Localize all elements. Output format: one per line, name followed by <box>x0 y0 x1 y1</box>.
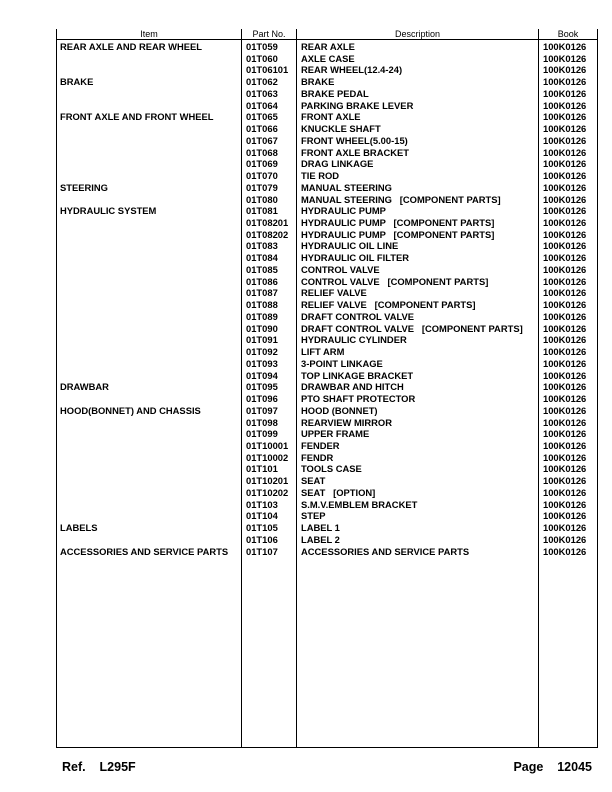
part-no-cell: 01T062 <box>246 76 278 88</box>
book-cell: 100K0126 <box>543 217 587 229</box>
table-row <box>57 346 597 358</box>
book-cell: 100K0126 <box>543 510 587 522</box>
table-row <box>57 135 597 147</box>
table-row <box>57 111 597 123</box>
book-cell: 100K0126 <box>543 357 587 369</box>
table-row <box>57 522 597 534</box>
footer-ref <box>62 760 136 774</box>
part-no-cell: 01T097 <box>246 404 278 416</box>
part-no-cell: 01T093 <box>246 357 278 369</box>
book-cell: 100K0126 <box>543 181 587 193</box>
page-label: Page <box>513 760 544 774</box>
book-cell: 100K0126 <box>543 545 587 557</box>
book-cell: 100K0126 <box>543 310 587 322</box>
description-cell: LIFT ARM <box>301 346 345 358</box>
table-row <box>57 499 597 511</box>
item-cell: ACCESSORIES AND SERVICE PARTS <box>60 545 229 557</box>
table-row <box>57 381 597 393</box>
book-cell: 100K0126 <box>543 334 587 346</box>
book-cell: 100K0126 <box>543 87 587 99</box>
description-cell: HYDRAULIC PUMP <box>301 205 386 217</box>
part-no-cell: 01T092 <box>246 346 278 358</box>
item-cell: FRONT AXLE AND FRONT WHEEL <box>60 111 214 123</box>
part-no-cell: 01T098 <box>246 416 278 428</box>
description-cell: 3-POINT LINKAGE <box>301 357 383 369</box>
book-cell: 100K0126 <box>543 439 587 451</box>
part-no-cell: 01T101 <box>246 463 278 475</box>
book-cell: 100K0126 <box>543 99 587 111</box>
part-no-cell: 01T105 <box>246 522 278 534</box>
part-no-cell: 01T094 <box>246 369 278 381</box>
part-no-cell: 01T079 <box>246 181 278 193</box>
book-cell: 100K0126 <box>543 533 587 545</box>
book-cell: 100K0126 <box>543 393 587 405</box>
description-cell: BRAKE PEDAL <box>301 87 369 99</box>
table-row <box>57 487 597 499</box>
description-cell: MANUAL STEERING [COMPONENT PARTS] <box>301 193 501 205</box>
book-cell: 100K0126 <box>543 193 587 205</box>
part-no-cell: 01T068 <box>246 146 278 158</box>
table-body <box>57 41 597 557</box>
book-cell: 100K0126 <box>543 275 587 287</box>
part-no-cell: 01T063 <box>246 87 278 99</box>
item-cell: HYDRAULIC SYSTEM <box>60 205 157 217</box>
part-no-cell: 01T08201 <box>246 217 289 229</box>
book-cell: 100K0126 <box>543 522 587 534</box>
description-cell: UPPER FRAME <box>301 428 370 440</box>
description-cell: SEAT [OPTION] <box>301 486 376 498</box>
book-cell: 100K0126 <box>543 416 587 428</box>
description-cell: HYDRAULIC PUMP [COMPONENT PARTS] <box>301 228 495 240</box>
table-row <box>57 417 597 429</box>
item-cell: STEERING <box>60 181 108 193</box>
description-cell: BRAKE <box>301 76 335 88</box>
book-cell: 100K0126 <box>543 428 587 440</box>
part-no-cell: 01T081 <box>246 205 278 217</box>
description-cell: S.M.V.EMBLEM BRACKET <box>301 498 418 510</box>
book-cell: 100K0126 <box>543 381 587 393</box>
book-cell: 100K0126 <box>543 205 587 217</box>
book-cell: 100K0126 <box>543 475 587 487</box>
table-row <box>57 546 597 558</box>
table-row <box>57 252 597 264</box>
table-row <box>57 170 597 182</box>
part-no-cell: 01T10202 <box>246 486 289 498</box>
description-cell: LABEL 1 <box>301 522 340 534</box>
book-cell: 100K0126 <box>543 498 587 510</box>
table-row <box>57 311 597 323</box>
table-row <box>57 287 597 299</box>
part-no-cell: 01T099 <box>246 428 278 440</box>
header-item: Item <box>140 29 158 39</box>
part-no-cell: 01T090 <box>246 322 278 334</box>
description-cell: FRONT AXLE BRACKET <box>301 146 409 158</box>
part-no-cell: 01T096 <box>246 393 278 405</box>
part-no-cell: 01T066 <box>246 123 278 135</box>
description-cell: PTO SHAFT PROTECTOR <box>301 393 416 405</box>
description-cell: CONTROL VALVE [COMPONENT PARTS] <box>301 275 489 287</box>
book-cell: 100K0126 <box>543 228 587 240</box>
table-row <box>57 370 597 382</box>
item-cell: REAR AXLE AND REAR WHEEL <box>60 41 203 52</box>
book-cell: 100K0126 <box>543 134 587 146</box>
part-no-cell: 01T084 <box>246 252 278 264</box>
description-cell: FRONT WHEEL(5.00-15) <box>301 134 408 146</box>
table-row <box>57 299 597 311</box>
table-row <box>57 100 597 112</box>
description-cell: TIE ROD <box>301 170 340 182</box>
table-row <box>57 240 597 252</box>
footer-page <box>513 760 592 774</box>
description-cell: STEP <box>301 510 326 522</box>
description-cell: HYDRAULIC OIL FILTER <box>301 252 409 264</box>
description-cell: RELIEF VALVE [COMPONENT PARTS] <box>301 299 476 311</box>
book-cell: 100K0126 <box>543 146 587 158</box>
table-row <box>57 358 597 370</box>
table-row <box>57 64 597 76</box>
description-cell: CONTROL VALVE <box>301 263 380 275</box>
parts-index-table <box>56 29 598 748</box>
description-cell: REAR AXLE <box>301 41 355 52</box>
description-cell: ACCESSORIES AND SERVICE PARTS <box>301 545 470 557</box>
table-row <box>57 205 597 217</box>
description-cell: TOOLS CASE <box>301 463 362 475</box>
table-row <box>57 534 597 546</box>
description-cell: DRAFT CONTROL VALVE <box>301 310 415 322</box>
part-no-cell: 01T065 <box>246 111 278 123</box>
header-book: Book <box>557 29 579 39</box>
book-cell: 100K0126 <box>543 252 587 264</box>
book-cell: 100K0126 <box>543 170 587 182</box>
description-cell: SEAT <box>301 475 326 487</box>
description-cell: RELIEF VALVE <box>301 287 367 299</box>
part-no-cell: 01T083 <box>246 240 278 252</box>
part-no-cell: 01T08202 <box>246 228 289 240</box>
description-cell: TOP LINKAGE BRACKET <box>301 369 414 381</box>
book-cell: 100K0126 <box>543 158 587 170</box>
book-cell: 100K0126 <box>543 404 587 416</box>
book-cell: 100K0126 <box>543 123 587 135</box>
book-cell: 100K0126 <box>543 111 587 123</box>
table-row <box>57 264 597 276</box>
table-row <box>57 463 597 475</box>
description-cell: AXLE CASE <box>301 52 355 64</box>
part-no-cell: 01T060 <box>246 52 278 64</box>
table-row <box>57 217 597 229</box>
table-row <box>57 53 597 65</box>
table-row <box>57 88 597 100</box>
description-cell: HYDRAULIC PUMP [COMPONENT PARTS] <box>301 217 495 229</box>
table-row <box>57 276 597 288</box>
part-no-cell: 01T10002 <box>246 451 289 463</box>
part-no-cell: 01T067 <box>246 134 278 146</box>
description-cell: DRAWBAR AND HITCH <box>301 381 404 393</box>
part-no-cell: 01T107 <box>246 545 278 557</box>
part-no-cell: 01T089 <box>246 310 278 322</box>
part-no-cell: 01T080 <box>246 193 278 205</box>
table-row <box>57 452 597 464</box>
description-cell: PARKING BRAKE LEVER <box>301 99 414 111</box>
book-cell: 100K0126 <box>543 41 587 52</box>
description-cell: HYDRAULIC OIL LINE <box>301 240 399 252</box>
table-row <box>57 158 597 170</box>
book-cell: 100K0126 <box>543 299 587 311</box>
part-no-cell: 01T059 <box>246 41 278 52</box>
table-row <box>57 334 597 346</box>
part-no-cell: 01T10201 <box>246 475 289 487</box>
book-cell: 100K0126 <box>543 451 587 463</box>
description-cell: REAR WHEEL(12.4-24) <box>301 64 403 76</box>
description-cell: DRAG LINKAGE <box>301 158 374 170</box>
part-no-cell: 01T069 <box>246 158 278 170</box>
book-cell: 100K0126 <box>543 486 587 498</box>
header-description: Description <box>394 29 441 39</box>
description-cell: HOOD (BONNET) <box>301 404 378 416</box>
book-cell: 100K0126 <box>543 240 587 252</box>
table-row <box>57 405 597 417</box>
part-no-cell: 01T070 <box>246 170 278 182</box>
header-part-no: Part No. <box>252 29 286 39</box>
part-no-cell: 01T06101 <box>246 64 289 76</box>
description-cell: REARVIEW MIRROR <box>301 416 392 428</box>
part-no-cell: 01T086 <box>246 275 278 287</box>
table-row <box>57 147 597 159</box>
table-row <box>57 123 597 135</box>
part-no-cell: 01T095 <box>246 381 278 393</box>
ref-value: L295F <box>99 760 136 774</box>
table-row <box>57 475 597 487</box>
description-cell: FENDR <box>301 451 334 463</box>
part-no-cell: 01T091 <box>246 334 278 346</box>
part-no-cell: 01T085 <box>246 263 278 275</box>
page-number: 12045 <box>557 760 592 774</box>
part-no-cell: 01T10001 <box>246 439 289 451</box>
table-row <box>57 41 597 53</box>
table-row <box>57 194 597 206</box>
part-no-cell: 01T064 <box>246 99 278 111</box>
book-cell: 100K0126 <box>543 463 587 475</box>
book-cell: 100K0126 <box>543 64 587 76</box>
table-header <box>57 29 597 40</box>
item-cell: LABELS <box>60 522 98 534</box>
book-cell: 100K0126 <box>543 263 587 275</box>
description-cell: DRAFT CONTROL VALVE [COMPONENT PARTS] <box>301 322 523 334</box>
table-row <box>57 182 597 194</box>
item-cell: HOOD(BONNET) AND CHASSIS <box>60 404 201 416</box>
table-row <box>57 393 597 405</box>
book-cell: 100K0126 <box>543 322 587 334</box>
table-row <box>57 229 597 241</box>
table-row <box>57 510 597 522</box>
book-cell: 100K0126 <box>543 52 587 64</box>
table-row <box>57 440 597 452</box>
table-row <box>57 323 597 335</box>
part-no-cell: 01T087 <box>246 287 278 299</box>
description-cell: KNUCKLE SHAFT <box>301 123 381 135</box>
description-cell: FENDER <box>301 439 340 451</box>
item-cell: BRAKE <box>60 76 94 88</box>
item-cell: DRAWBAR <box>60 381 109 393</box>
description-cell: FRONT AXLE <box>301 111 361 123</box>
book-cell: 100K0126 <box>543 287 587 299</box>
part-no-cell: 01T088 <box>246 299 278 311</box>
part-no-cell: 01T103 <box>246 498 278 510</box>
table-row <box>57 76 597 88</box>
part-no-cell: 01T104 <box>246 510 278 522</box>
book-cell: 100K0126 <box>543 76 587 88</box>
table-row <box>57 428 597 440</box>
book-cell: 100K0126 <box>543 346 587 358</box>
description-cell: MANUAL STEERING <box>301 181 392 193</box>
description-cell: HYDRAULIC CYLINDER <box>301 334 407 346</box>
ref-label: Ref. <box>62 760 86 774</box>
part-no-cell: 01T106 <box>246 533 278 545</box>
book-cell: 100K0126 <box>543 369 587 381</box>
description-cell: LABEL 2 <box>301 533 340 545</box>
